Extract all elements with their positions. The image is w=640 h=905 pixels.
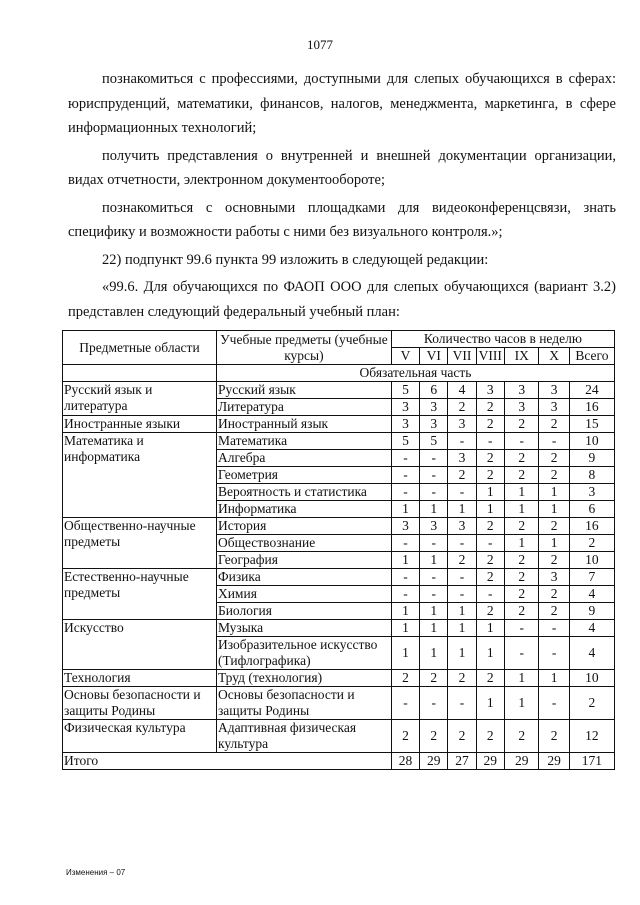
paragraph: познакомиться с профессиями, доступными для слепых обучающихся в сферах: юриспруденций, математики, финансов, налогов, менеджмента, маркетинга, в сфере информационных технологий; xyxy=(68,71,616,136)
hours-cell: 4 xyxy=(448,382,476,399)
hours-cell: 1 xyxy=(448,603,476,620)
hours-cell: 16 xyxy=(569,399,614,416)
header-subjects: Учебные предметы (учебные курсы) xyxy=(216,331,391,365)
hours-cell: - xyxy=(504,637,539,670)
hours-cell: - xyxy=(504,620,539,637)
grade-header: IX xyxy=(504,348,539,365)
hours-cell: 1 xyxy=(476,620,504,637)
hours-cell: - xyxy=(448,433,476,450)
hours-cell: 1 xyxy=(420,552,448,569)
hours-cell: 1 xyxy=(448,501,476,518)
hours-cell: 1 xyxy=(539,501,569,518)
hours-cell: 2 xyxy=(539,720,569,753)
hours-cell: 2 xyxy=(448,670,476,687)
subject-name: Физика xyxy=(216,569,391,586)
hours-cell: 2 xyxy=(539,552,569,569)
hours-cell: 16 xyxy=(569,518,614,535)
hours-cell: - xyxy=(448,484,476,501)
subject-name: Основы безопасности и защиты Родины xyxy=(216,687,391,720)
subject-name: Обществознание xyxy=(216,535,391,552)
hours-cell: - xyxy=(448,535,476,552)
hours-cell: 4 xyxy=(569,620,614,637)
total-label: Итого xyxy=(63,753,392,770)
subject-name: Изобразительное искусство (Тифлографика) xyxy=(216,637,391,670)
subject-area: Математика и информатика xyxy=(63,433,217,518)
hours-cell: 24 xyxy=(569,382,614,399)
hours-cell: - xyxy=(539,433,569,450)
hours-cell: 2 xyxy=(539,416,569,433)
hours-cell: 1 xyxy=(420,501,448,518)
subject-name: Геометрия xyxy=(216,467,391,484)
hours-cell: 3 xyxy=(391,399,419,416)
table-row xyxy=(63,433,615,450)
hours-cell: 6 xyxy=(420,382,448,399)
hours-cell: 2 xyxy=(504,586,539,603)
hours-cell: 1 xyxy=(539,535,569,552)
hours-cell: 2 xyxy=(448,552,476,569)
hours-cell: - xyxy=(391,535,419,552)
subject-name: Вероятность и статистика xyxy=(216,484,391,501)
hours-cell: 5 xyxy=(391,382,419,399)
hours-cell: 3 xyxy=(476,382,504,399)
hours-cell: 5 xyxy=(420,433,448,450)
hours-cell: 1 xyxy=(504,535,539,552)
hours-cell: 1 xyxy=(539,670,569,687)
hours-cell: 1 xyxy=(476,484,504,501)
hours-cell: 2 xyxy=(504,467,539,484)
hours-cell: 2 xyxy=(476,518,504,535)
hours-cell: 2 xyxy=(504,416,539,433)
hours-cell: 1 xyxy=(539,484,569,501)
hours-cell: - xyxy=(476,586,504,603)
subject-name: Математика xyxy=(216,433,391,450)
hours-cell: - xyxy=(539,687,569,720)
hours-cell: 3 xyxy=(448,518,476,535)
hours-cell: - xyxy=(420,535,448,552)
hours-cell: 5 xyxy=(391,433,419,450)
hours-cell: - xyxy=(539,637,569,670)
subject-area: Основы безопасности и защиты Родины xyxy=(63,687,217,720)
table-row xyxy=(63,687,615,720)
hours-cell: 2 xyxy=(420,670,448,687)
hours-cell: 2 xyxy=(504,720,539,753)
grade-header: VIII xyxy=(476,348,504,365)
hours-cell: 6 xyxy=(569,501,614,518)
subject-area: Искусство xyxy=(63,620,217,670)
grade-header: X xyxy=(539,348,569,365)
hours-cell: 2 xyxy=(504,569,539,586)
hours-cell: 3 xyxy=(504,382,539,399)
hours-cell: - xyxy=(391,569,419,586)
hours-cell: - xyxy=(420,687,448,720)
hours-cell: - xyxy=(504,433,539,450)
hours-cell: 15 xyxy=(569,416,614,433)
hours-cell: 10 xyxy=(569,670,614,687)
hours-cell: - xyxy=(391,467,419,484)
hours-cell: 1 xyxy=(391,552,419,569)
grade-header: V xyxy=(391,348,419,365)
subject-area: Иностранные языки xyxy=(63,416,217,433)
hours-cell: 2 xyxy=(539,450,569,467)
table-row xyxy=(63,569,615,586)
subject-name: Алгебра xyxy=(216,450,391,467)
subject-name: Биология xyxy=(216,603,391,620)
paragraph: получить представления о внутренней и внешней документации организации, видах отчетности, электронном документообороте; xyxy=(68,147,616,188)
body-text xyxy=(68,67,616,327)
table-row xyxy=(63,518,615,535)
hours-cell: 2 xyxy=(476,569,504,586)
subject-area: Естественно-научные предметы xyxy=(63,569,217,620)
hours-cell: - xyxy=(391,687,419,720)
hours-cell: 9 xyxy=(569,603,614,620)
hours-cell: 2 xyxy=(569,535,614,552)
hours-cell: 2 xyxy=(569,687,614,720)
hours-cell: - xyxy=(391,586,419,603)
hours-cell: 2 xyxy=(476,450,504,467)
hours-cell: 3 xyxy=(420,399,448,416)
hours-cell: 1 xyxy=(391,501,419,518)
hours-cell: 2 xyxy=(504,552,539,569)
hours-cell: 2 xyxy=(476,603,504,620)
hours-cell: - xyxy=(420,450,448,467)
subject-name: География xyxy=(216,552,391,569)
grade-header: VI xyxy=(420,348,448,365)
hours-cell: 3 xyxy=(391,416,419,433)
hours-cell: 4 xyxy=(569,637,614,670)
hours-cell: 9 xyxy=(569,450,614,467)
subject-area: Технология xyxy=(63,670,217,687)
grade-header: VII xyxy=(448,348,476,365)
hours-cell: 3 xyxy=(420,416,448,433)
hours-cell: 1 xyxy=(420,620,448,637)
hours-cell: 2 xyxy=(448,720,476,753)
grade-header: Всего xyxy=(569,348,614,365)
hours-cell: 1 xyxy=(504,484,539,501)
hours-cell: 2 xyxy=(476,399,504,416)
hours-cell: 1 xyxy=(504,501,539,518)
hours-cell: 2 xyxy=(391,720,419,753)
hours-cell: 3 xyxy=(448,416,476,433)
hours-cell: 1 xyxy=(504,670,539,687)
hours-cell: 2 xyxy=(448,399,476,416)
hours-cell: 2 xyxy=(504,518,539,535)
hours-cell: - xyxy=(448,569,476,586)
hours-cell: 10 xyxy=(569,552,614,569)
total-cell: 29 xyxy=(420,753,448,770)
hours-cell: 2 xyxy=(504,603,539,620)
subject-name: Музыка xyxy=(216,620,391,637)
hours-cell: 2 xyxy=(476,670,504,687)
table-row xyxy=(63,382,615,399)
hours-cell: 1 xyxy=(504,687,539,720)
hours-cell: 2 xyxy=(476,416,504,433)
hours-cell: - xyxy=(539,620,569,637)
hours-cell: - xyxy=(476,433,504,450)
table-row xyxy=(63,670,615,687)
hours-cell: 2 xyxy=(391,670,419,687)
total-cell: 29 xyxy=(539,753,569,770)
hours-cell: 1 xyxy=(391,603,419,620)
hours-cell: - xyxy=(448,687,476,720)
hours-cell: 3 xyxy=(448,450,476,467)
paragraph: познакомиться с основными площадками для видеоконференцсвязи, знать специфику и возможности работы с ними без визуального контроля.»; xyxy=(68,199,616,240)
hours-cell: 3 xyxy=(504,399,539,416)
hours-cell: - xyxy=(420,484,448,501)
hours-cell: 2 xyxy=(420,720,448,753)
hours-cell: 3 xyxy=(420,518,448,535)
hours-cell: - xyxy=(391,450,419,467)
hours-cell: 1 xyxy=(420,637,448,670)
paragraph: 22) подпункт 99.6 пункта 99 изложить в следующей редакции: xyxy=(102,251,489,268)
section-title: Обязательная часть xyxy=(216,365,614,382)
hours-cell: 2 xyxy=(476,467,504,484)
paragraph: «99.6. Для обучающихся по ФАОП ООО для слепых обучающихся (вариант 3.2) представлен следующий федеральный учебный план: xyxy=(68,279,616,320)
subject-name: Адаптивная физическая культура xyxy=(216,720,391,753)
hours-cell: 1 xyxy=(420,603,448,620)
hours-cell: - xyxy=(391,484,419,501)
hours-cell: 2 xyxy=(539,467,569,484)
hours-cell: 10 xyxy=(569,433,614,450)
subject-area: Общественно-научные предметы xyxy=(63,518,217,569)
subject-name: Химия xyxy=(216,586,391,603)
subject-area: Физическая культура xyxy=(63,720,217,753)
hours-cell: 2 xyxy=(448,467,476,484)
table-row xyxy=(63,416,615,433)
total-cell: 28 xyxy=(391,753,419,770)
hours-cell: - xyxy=(420,586,448,603)
hours-cell: - xyxy=(420,569,448,586)
subject-name: Литература xyxy=(216,399,391,416)
table-row xyxy=(63,620,615,637)
hours-cell: 1 xyxy=(476,501,504,518)
footer-note: Изменения – 07 xyxy=(66,868,126,877)
page-number: 1077 xyxy=(307,37,333,52)
hours-cell: 1 xyxy=(476,687,504,720)
hours-cell: 8 xyxy=(569,467,614,484)
header-hours: Количество часов в неделю xyxy=(391,331,614,348)
hours-cell: 1 xyxy=(448,620,476,637)
hours-cell: 3 xyxy=(391,518,419,535)
subject-area: Русский язык и литература xyxy=(63,382,217,416)
hours-cell: 3 xyxy=(569,484,614,501)
table-row xyxy=(63,720,615,753)
subject-name: Русский язык xyxy=(216,382,391,399)
curriculum-table xyxy=(62,330,615,770)
total-row xyxy=(63,753,615,770)
hours-cell: - xyxy=(448,586,476,603)
hours-cell: - xyxy=(420,467,448,484)
total-cell: 29 xyxy=(504,753,539,770)
subject-name: Труд (технология) xyxy=(216,670,391,687)
hours-cell: 2 xyxy=(504,450,539,467)
hours-cell: 1 xyxy=(476,637,504,670)
header-area: Предметные области xyxy=(63,331,217,365)
hours-cell: 1 xyxy=(391,637,419,670)
total-cell: 171 xyxy=(569,753,614,770)
total-cell: 27 xyxy=(448,753,476,770)
subject-name: Иностранный язык xyxy=(216,416,391,433)
hours-cell: 4 xyxy=(569,586,614,603)
hours-cell: 1 xyxy=(448,637,476,670)
hours-cell: 2 xyxy=(476,552,504,569)
hours-cell: 3 xyxy=(539,399,569,416)
hours-cell: 2 xyxy=(539,586,569,603)
hours-cell: 2 xyxy=(476,720,504,753)
hours-cell: 2 xyxy=(539,603,569,620)
hours-cell: 3 xyxy=(539,569,569,586)
hours-cell: 7 xyxy=(569,569,614,586)
subject-name: Информатика xyxy=(216,501,391,518)
subject-name: История xyxy=(216,518,391,535)
hours-cell: 12 xyxy=(569,720,614,753)
hours-cell: - xyxy=(476,535,504,552)
total-cell: 29 xyxy=(476,753,504,770)
hours-cell: 3 xyxy=(539,382,569,399)
hours-cell: 1 xyxy=(391,620,419,637)
hours-cell: 2 xyxy=(539,518,569,535)
